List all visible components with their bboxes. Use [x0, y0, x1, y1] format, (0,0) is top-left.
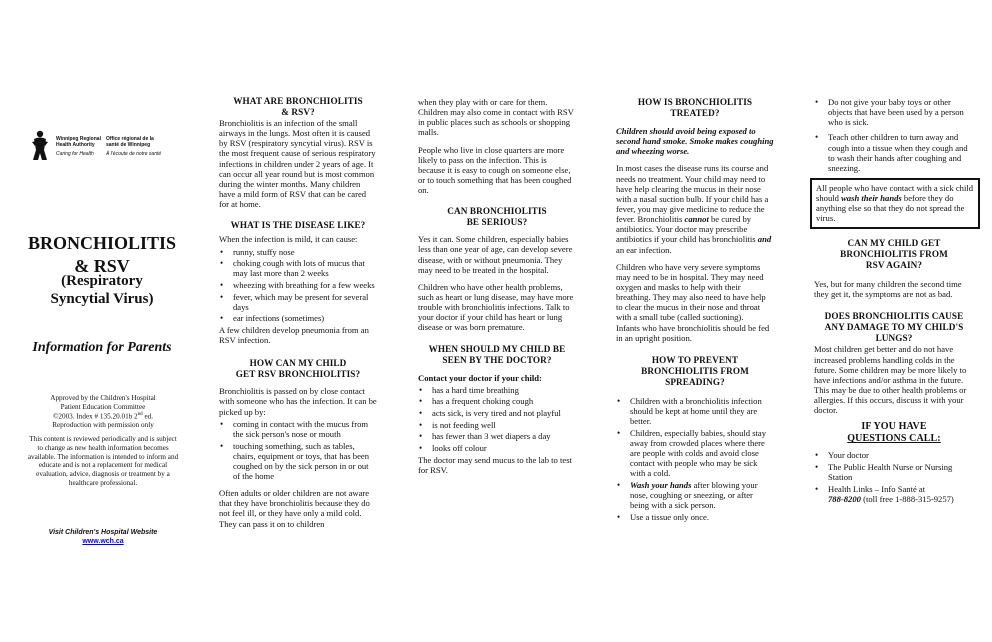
- heading-again: CAN MY CHILD GET BRONCHIOLITIS FROM RSV AGAIN?: [840, 238, 948, 271]
- paragraph: Children who have very severe symptoms may need to be in hospital. They may need oxygen and masks to help with their breathing. They may also need to have help to clear the mucus in their nose and throat with a small tube (called suctioning).: [616, 261, 766, 323]
- heading-prevent: HOW TO PREVENT BRONCHIOLITIS FROM SPREADING?: [641, 354, 749, 387]
- heading-damage: DOES BRONCHIOLITIS CAUSE ANY DAMAGE TO MY CHILD'S LUNGS?: [824, 311, 964, 344]
- heading-questions: IF YOU HAVE QUESTIONS CALL:: [847, 421, 941, 445]
- logo-fr-tag: À l'écoute de notre santé: [106, 151, 162, 157]
- handwash-callout: All people who have contact with a sick child should wash their hands before they do anything else so that they do not spread the virus.: [810, 178, 980, 229]
- list-item: • ear infections (sometimes): [219, 313, 377, 323]
- paragraph: Most children get better and do not have increased problems handling colds in the future. Some children may be more likely to have infections and/or asthma in the future. This may be due to other health problems or allergies. If this occurs, discuss it with your doctor.: [814, 344, 967, 416]
- website-link[interactable]: www.wch.ca: [82, 537, 124, 545]
- list-item: • wheezing with breathing for a few weeks: [219, 280, 377, 290]
- paragraph: Bronchiolitis is passed on by close contact with someone who has the infection. It can be picked up by:: [219, 386, 377, 417]
- paragraph: when they play with or care for them. Children may also come in contact with RSV in public places such as schools or shopping malls.: [418, 97, 574, 138]
- paragraph: When the infection is mild, it can cause:: [219, 234, 358, 245]
- list-item: • coming in contact with the mucus from the sick person's nose or mouth: [219, 419, 377, 439]
- list-item: • acts sick, is very tired and not playful: [418, 408, 576, 418]
- approval-note: Approved by the Children's Hospital Patient Education Committee ©2003. Index # 135.20.01b 2nd ed. Reproduction with permission only: [50, 394, 156, 429]
- list-item: • Children, especially babies, should stay away from crowded places where there are people with colds and avoid close contact with people who may be sick with a cold.: [616, 428, 774, 479]
- list-item: • Your doctor: [814, 450, 974, 460]
- cover-subtitle: (Respiratory Syncytial Virus): [50, 273, 154, 308]
- list-item: • has fewer than 3 wet diapers a day: [418, 431, 576, 441]
- heading-how-get: HOW CAN MY CHILD GET RSV BRONCHIOLITIS?: [235, 358, 361, 380]
- symptom-list: [219, 247, 377, 324]
- logo-en-name: Winnipeg Regional Health Authority: [56, 136, 101, 148]
- column-4: [616, 0, 774, 524]
- list-item: • Use a tissue only once.: [616, 512, 774, 522]
- heading-disease-like: WHAT IS THE DISEASE LIKE?: [230, 220, 366, 231]
- list-item: • choking cough with lots of mucus that may last more than 2 weeks: [219, 258, 377, 278]
- paragraph: Children who have other health problems, such as heart or lung disease, may have more trouble with bronchiolitis infections. Talk to your doctor if your child has heart or lung disease or was born premature.: [418, 281, 574, 333]
- paragraph: Contact your doctor if your child:: [418, 372, 542, 383]
- paragraph-treatment: In most cases the disease runs its course and needs no treatment. Your child may need to have help clearing the mucus in their nose with a nasal suction bulb. If your child has a fever, you may give medicine to reduce the fever. Bronchiolitis cannot be cured by antibiotics. Your doctor may prescribe antibiotics if your child has bronchiolitis and an ear infection.: [616, 163, 772, 255]
- paragraph: Bronchiolitis is an infection of the small airways in the lungs. Most often it is caused by RSV (respiratory syncytial virus). RSV is the most frequent cause of serious respiratory infections in children under 2 years of age. It can occur all year round but is most common during the winter months. Many children have a mild form of RSV that can be cared for at home.: [219, 118, 376, 210]
- list-item: • is not feeding well: [418, 420, 576, 430]
- paragraph: A few children develop pneumonia from an RSV infection.: [219, 324, 369, 346]
- list-item: • looks off colour: [418, 443, 576, 453]
- column-5-lower: [814, 238, 974, 506]
- website-block: [26, 529, 180, 546]
- disclaimer: This content is reviewed periodically and is subject to change as new health information becomes available. The information is intended to inform and educate and is not a replacement for medical evaluation, advice, diagnosis or treatment by a healthcare professional.: [27, 435, 179, 487]
- paragraph: Yes, but for many children the second time they get it, the symptoms are not as bad.: [814, 279, 962, 300]
- list-item: • Health Links – Info Santé at 788-8200 (toll free 1-888-315-9257): [814, 484, 974, 504]
- list-item: • runny, stuffy nose: [219, 247, 377, 257]
- list-item: • has a hard time breathing: [418, 385, 576, 395]
- column-3: [418, 0, 576, 475]
- heading-when-doctor: WHEN SHOULD MY CHILD BE SEEN BY THE DOCTOR?: [428, 343, 566, 365]
- wrha-figure-icon: [30, 130, 50, 164]
- list-item: • touching something, such as tables, chairs, equipment or toys, that has been coughed on by the sick person in or out of the home: [219, 441, 377, 482]
- paragraph: People who live in close quarters are more likely to pass on the infection. This is because it is easy to cough on someone else, or to touch something that has been coughed on.: [418, 144, 572, 196]
- doctor-list: [418, 385, 576, 453]
- heading-serious: CAN BRONCHIOLITIS BE SERIOUS?: [447, 206, 547, 228]
- paragraph: Yes it can. Some children, especially babies less than one year of age, can develop severe disease, with or without pneumonia. They may need to be treated in the hospital.: [418, 234, 573, 275]
- column-2: [219, 0, 377, 529]
- paragraph: Infants who have bronchiolitis should be fed in an upright position.: [616, 322, 770, 343]
- prevent-list-cont: [814, 97, 974, 173]
- heading-treated: HOW IS BRONCHIOLITIS TREATED?: [637, 97, 753, 119]
- contact-list: [814, 450, 974, 504]
- spread-list: [219, 419, 377, 481]
- column-5: [814, 0, 974, 174]
- paragraph: Often adults or older children are not aware that they have bronchiolitis because they do not feel ill, or they have only a mild cold. They can pass it on to children: [219, 488, 370, 529]
- website-label: Visit Children's Hospital Website: [48, 529, 158, 536]
- list-item: • Children with a bronchiolitis infection should be kept at home until they are better.: [616, 396, 774, 426]
- list-item: • Do not give your baby toys or other objects that have been used by a person who is sick.: [814, 97, 974, 127]
- list-item: • fever, which may be present for several days: [219, 292, 377, 312]
- paragraph-smoke: Children should avoid being exposed to second hand smoke. Smoke makes coughing and wheezing worse.: [616, 126, 774, 157]
- list-item: • Teach other children to turn away and cough into a tissue when they cough and to wash their hands after coughing and sneezing.: [814, 132, 974, 173]
- list-item: • has a frequent choking cough: [418, 396, 576, 406]
- logo-en-tag: Caring for Health: [56, 151, 94, 157]
- wrha-logo: [30, 130, 170, 166]
- heading-what-are: WHAT ARE BRONCHIOLITIS & RSV?: [233, 96, 363, 118]
- list-item: • The Public Health Nurse or Nursing Station: [814, 462, 974, 482]
- cover-title: BRONCHIOLITIS & RSV: [27, 233, 177, 276]
- list-item: • Wash your hands after blowing your nose, coughing or sneezing, or after being with a sick person.: [616, 480, 774, 510]
- prevent-list: [616, 396, 774, 522]
- paragraph: The doctor may send mucus to the lab to test for RSV.: [418, 454, 572, 475]
- logo-fr-name: Office régional de la santé de Winnipeg: [106, 136, 154, 148]
- cover-info: Information for Parents: [32, 340, 172, 355]
